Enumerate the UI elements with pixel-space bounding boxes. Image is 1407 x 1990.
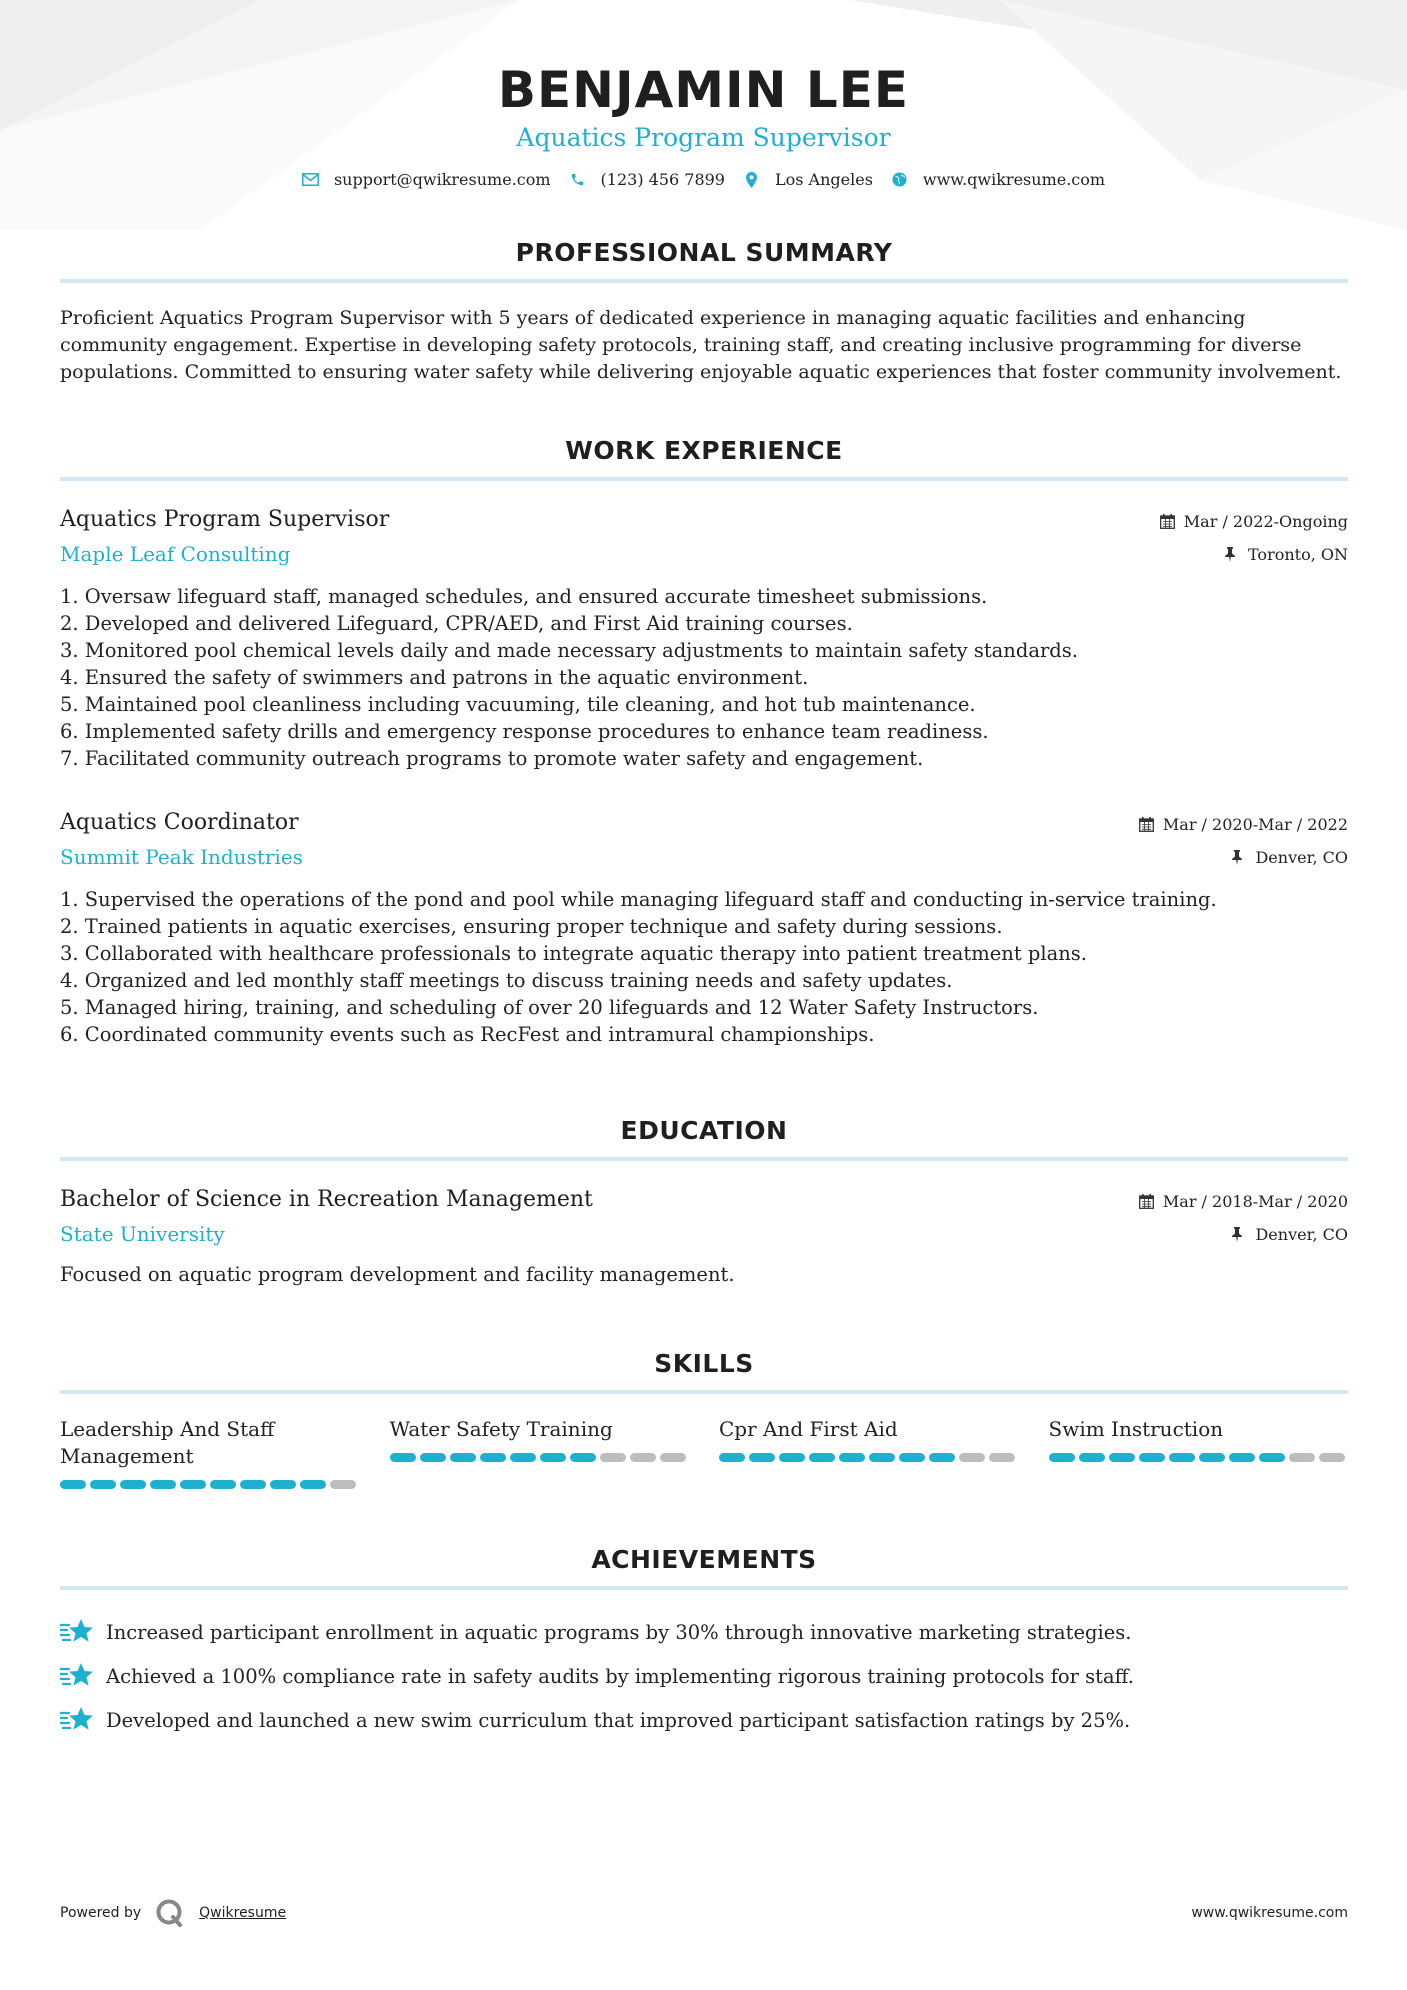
education-dates-text: Mar / 2018-Mar / 2020: [1162, 1192, 1348, 1211]
skill-level-bar: [60, 1480, 360, 1489]
section-title-summary: PROFESSIONAL SUMMARY: [515, 238, 893, 267]
skill-level-segment: [1319, 1453, 1345, 1462]
map-pin-icon: [743, 171, 761, 189]
star-icon: [60, 1617, 94, 1647]
skill-item: [60, 1416, 360, 1489]
skill-level-segment: [1289, 1453, 1315, 1462]
achievements-list: [60, 1610, 1348, 1742]
candidate-role: Aquatics Program Supervisor: [516, 123, 891, 152]
skill-level-segment: [90, 1480, 116, 1489]
skill-level-segment: [749, 1453, 775, 1462]
contact-website-text: www.qwikresume.com: [922, 170, 1106, 189]
list-item: [60, 1610, 1348, 1654]
calendar-icon: [1160, 514, 1176, 530]
section-divider: [60, 279, 1348, 283]
section-divider: [60, 477, 1348, 481]
resume-header: [0, 60, 1407, 189]
brand-link[interactable]: Qwikresume: [199, 1905, 287, 1921]
list-item: 2. Developed and delivered Lifeguard, CPR/AED, and First Aid training courses.: [60, 612, 853, 635]
skill-level-bar: [1049, 1453, 1349, 1462]
list-item: 3. Collaborated with healthcare professionals to integrate aquatic therapy into patient treatment plans.: [60, 942, 1087, 965]
list-item: 7. Facilitated community outreach programs to promote water safety and engagement.: [60, 747, 924, 770]
skill-level-segment: [1169, 1453, 1195, 1462]
job-entry: [60, 505, 1348, 772]
contact-location: [743, 170, 873, 189]
list-item: 2. Trained patients in aquatic exercises, ensuring proper technique and safety during sessions.: [60, 915, 1003, 938]
skill-level-segment: [719, 1453, 745, 1462]
skill-level-segment: [480, 1453, 506, 1462]
list-item: 3. Monitored pool chemical levels daily and made necessary adjustments to maintain safety standards.: [60, 639, 1078, 662]
skill-level-segment: [1259, 1453, 1285, 1462]
list-item: 6. Implemented safety drills and emergency response procedures to enhance team readiness.: [60, 720, 989, 743]
skill-level-segment: [660, 1453, 686, 1462]
skill-level-segment: [180, 1480, 206, 1489]
education-entry: [60, 1185, 1348, 1288]
summary-text: [60, 305, 1348, 386]
skill-level-segment: [869, 1453, 895, 1462]
skills-section: [60, 1348, 1348, 1489]
skill-level-bar: [719, 1453, 1019, 1462]
job-company: Summit Peak Industries: [60, 845, 303, 869]
skill-level-segment: [929, 1453, 955, 1462]
section-title-skills: SKILLS: [654, 1349, 754, 1378]
skill-level-segment: [989, 1453, 1015, 1462]
star-icon: [60, 1705, 94, 1735]
job-dates-text: Mar / 2020-Mar / 2022: [1162, 815, 1348, 834]
section-divider: [60, 1157, 1348, 1161]
skill-level-segment: [1139, 1453, 1165, 1462]
education-section: [60, 1115, 1348, 1288]
skill-level-segment: [330, 1480, 356, 1489]
job-location-text: Toronto, ON: [1248, 545, 1348, 564]
summary-line: community engagement. Expertise in developing safety protocols, training staff, and creating inclusive programming for diverse: [60, 334, 1302, 356]
professional-summary-section: [60, 237, 1348, 386]
education-dates: [1139, 1185, 1348, 1218]
skill-level-segment: [809, 1453, 835, 1462]
skill-level-segment: [570, 1453, 596, 1462]
skill-level-segment: [120, 1480, 146, 1489]
education-location: [1139, 1218, 1348, 1251]
skill-level-segment: [630, 1453, 656, 1462]
skill-level-segment: [540, 1453, 566, 1462]
skill-name: Swim Instruction: [1048, 1417, 1224, 1441]
school-name: State University: [60, 1222, 225, 1246]
page-footer: [60, 1898, 1348, 1928]
skill-level-segment: [1109, 1453, 1135, 1462]
skill-name: Cpr And First Aid: [719, 1417, 898, 1441]
phone-icon: [569, 171, 587, 189]
list-item: 1. Oversaw lifeguard staff, managed schedules, and ensured accurate timesheet submissions.: [60, 585, 988, 608]
achievement-text: Achieved a 100% compliance rate in safety audits by implementing rigorous training protocols for staff.: [106, 1664, 1134, 1688]
skill-level-segment: [150, 1480, 176, 1489]
skill-level-segment: [1079, 1453, 1105, 1462]
footer-website[interactable]: www.qwikresume.com: [1191, 1905, 1348, 1921]
section-title-education: EDUCATION: [620, 1116, 788, 1145]
list-item: 5. Maintained pool cleanliness including vacuuming, tile cleaning, and hot tub maintenance.: [60, 693, 976, 716]
contact-email[interactable]: [302, 170, 551, 189]
section-divider: [60, 1586, 1348, 1590]
contact-phone[interactable]: [569, 170, 725, 189]
job-location: [1160, 538, 1348, 571]
job-responsibilities: [60, 886, 1348, 1048]
job-dates-text: Mar / 2022-Ongoing: [1183, 512, 1348, 531]
globe-icon: [891, 171, 909, 189]
skill-item: [1049, 1416, 1349, 1489]
skill-level-segment: [959, 1453, 985, 1462]
calendar-icon: [1139, 1194, 1155, 1210]
contact-bar: [0, 170, 1407, 189]
achievement-text: Developed and launched a new swim curriculum that improved participant satisfaction ratings by 25%.: [106, 1708, 1131, 1732]
section-title-experience: WORK EXPERIENCE: [565, 436, 843, 465]
list-item: [60, 1654, 1348, 1698]
skill-name: Leadership And Staff Management: [60, 1417, 275, 1468]
job-entry: [60, 808, 1348, 1048]
job-dates: [1160, 505, 1348, 538]
summary-line: Proficient Aquatics Program Supervisor with 5 years of dedicated experience in managing aquatic facilities and enhancing: [60, 307, 1246, 329]
skill-item: [390, 1416, 690, 1489]
skill-level-segment: [779, 1453, 805, 1462]
job-company: Maple Leaf Consulting: [60, 542, 291, 566]
pushpin-icon: [1231, 850, 1247, 866]
list-item: 6. Coordinated community events such as RecFest and intramural championships.: [60, 1023, 875, 1046]
skill-level-segment: [240, 1480, 266, 1489]
contact-website[interactable]: [891, 170, 1105, 189]
achievement-text: Increased participant enrollment in aquatic programs by 30% through innovative marketing strategies.: [106, 1620, 1132, 1644]
skill-level-segment: [1049, 1453, 1075, 1462]
achievements-section: [60, 1544, 1348, 1742]
job-responsibilities: [60, 583, 1348, 772]
list-item: 5. Managed hiring, training, and scheduling of over 20 lifeguards and 12 Water Safety Instructors.: [60, 996, 1039, 1019]
contact-email-text: support@qwikresume.com: [333, 170, 551, 189]
skill-level-segment: [300, 1480, 326, 1489]
list-item: 1. Supervised the operations of the pond and pool while managing lifeguard staff and conducting in-service training.: [60, 888, 1217, 911]
qwikresume-logo-icon: [155, 1898, 185, 1928]
pushpin-icon: [1224, 547, 1240, 563]
star-icon: [60, 1661, 94, 1691]
skill-level-segment: [510, 1453, 536, 1462]
skill-name: Water Safety Training: [389, 1417, 613, 1441]
skill-level-segment: [420, 1453, 446, 1462]
list-item: 4. Organized and led monthly staff meetings to discuss training needs and safety updates.: [60, 969, 953, 992]
calendar-icon: [1139, 817, 1155, 833]
section-title-achievements: ACHIEVEMENTS: [591, 1545, 817, 1574]
contact-location-text: Los Angeles: [774, 170, 873, 189]
powered-by-label: Powered by: [60, 1905, 142, 1921]
list-item: 4. Ensured the safety of swimmers and patrons in the aquatic environment.: [60, 666, 809, 689]
skill-level-segment: [600, 1453, 626, 1462]
contact-phone-text: (123) 456 7899: [600, 170, 725, 189]
skill-level-segment: [1229, 1453, 1255, 1462]
list-item: [60, 1698, 1348, 1742]
skills-list: [60, 1416, 1348, 1489]
skill-level-segment: [1199, 1453, 1225, 1462]
education-description: Focused on aquatic program development and facility management.: [60, 1263, 735, 1286]
job-title: Aquatics Program Supervisor: [60, 507, 390, 532]
education-location-text: Denver, CO: [1255, 1225, 1348, 1244]
skill-item: [719, 1416, 1019, 1489]
pushpin-icon: [1231, 1227, 1247, 1243]
candidate-name: BENJAMIN LEE: [497, 61, 910, 119]
job-location: [1139, 841, 1348, 874]
skill-level-bar: [390, 1453, 690, 1462]
skill-level-segment: [839, 1453, 865, 1462]
work-experience-section: [60, 435, 1348, 1048]
job-dates: [1139, 808, 1348, 841]
skill-level-segment: [390, 1453, 416, 1462]
degree-title: Bachelor of Science in Recreation Management: [60, 1187, 593, 1212]
envelope-icon: [302, 171, 320, 189]
section-divider: [60, 1390, 1348, 1394]
skill-level-segment: [210, 1480, 236, 1489]
summary-line: populations. Committed to ensuring water safety while delivering enjoyable aquatic experiences that foster community involvement.: [60, 361, 1342, 383]
job-location-text: Denver, CO: [1255, 848, 1348, 867]
skill-level-segment: [60, 1480, 86, 1489]
skill-level-segment: [450, 1453, 476, 1462]
job-title: Aquatics Coordinator: [60, 810, 299, 835]
skill-level-segment: [899, 1453, 925, 1462]
skill-level-segment: [270, 1480, 296, 1489]
